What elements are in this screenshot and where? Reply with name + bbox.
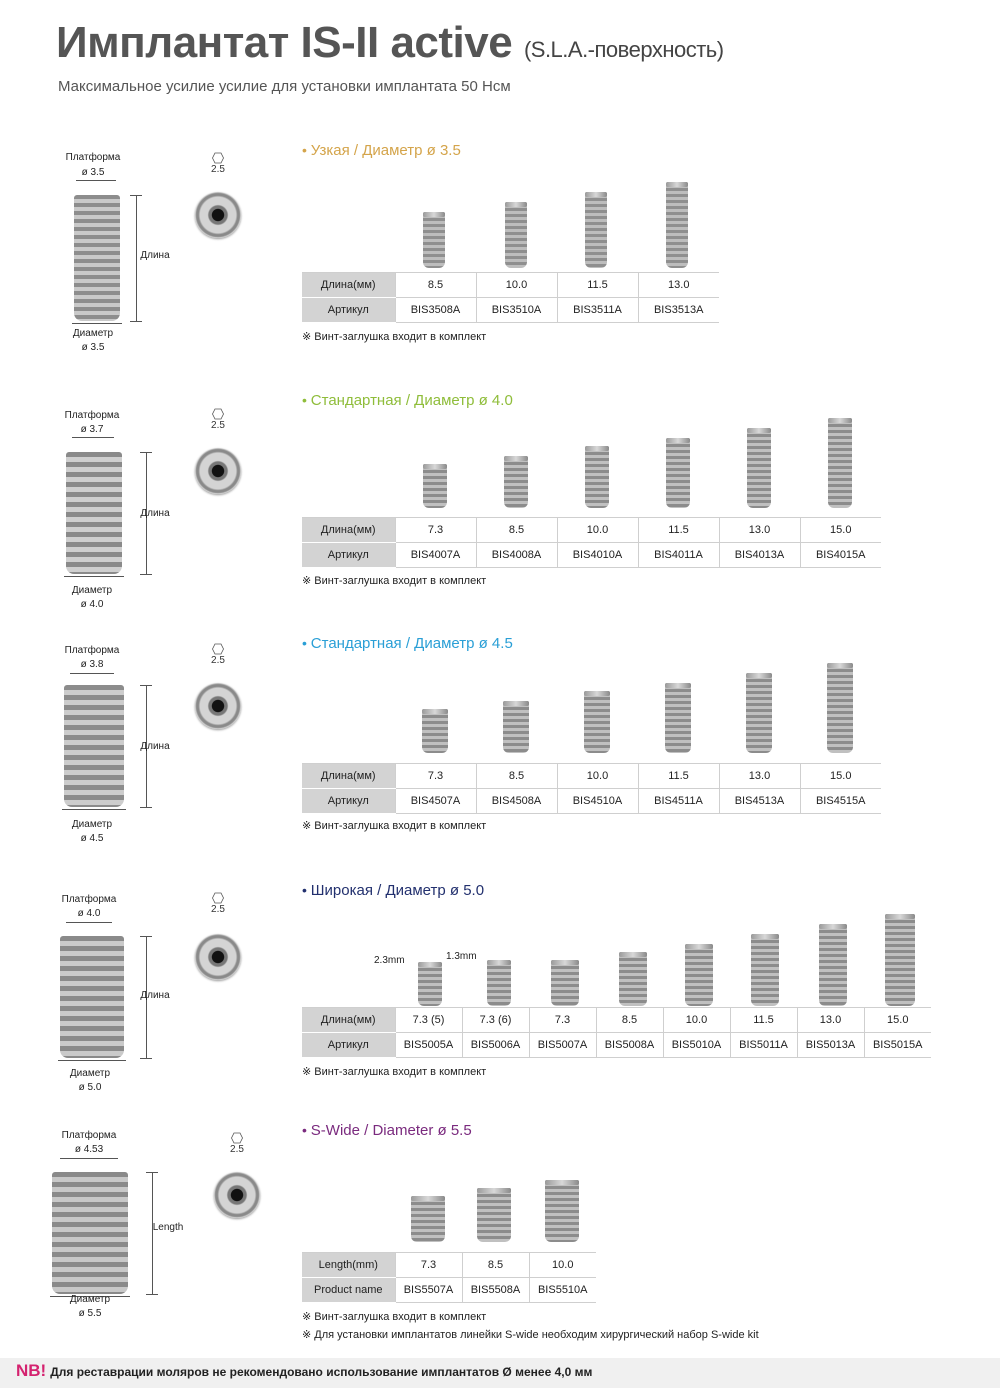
implant-row bbox=[395, 418, 885, 508]
section-title: • S-Wide / Diameter ø 5.5 bbox=[302, 1122, 472, 1139]
diameter-label: Диаметр bbox=[69, 1294, 111, 1305]
nb-mark: NB! bbox=[16, 1361, 47, 1380]
diameter-label: Диаметр bbox=[72, 328, 114, 339]
hex-size: 2.5 bbox=[203, 643, 233, 666]
section-title: • Стандартная / Диаметр ø 4.0 bbox=[302, 392, 513, 409]
note: ※ Для установки имплантатов линейки S-wide необходим хирургический набор S-wide kit bbox=[302, 1329, 759, 1341]
length-label: Length bbox=[152, 1222, 184, 1233]
table-row: Длина(мм) 8.5 10.0 11.5 13.0 bbox=[302, 273, 719, 298]
implant-image bbox=[751, 934, 779, 1006]
implant-image bbox=[666, 438, 690, 508]
implant-side-view bbox=[52, 1172, 128, 1294]
implant-image bbox=[423, 464, 447, 508]
hexagon-icon bbox=[212, 892, 224, 904]
spec-table bbox=[302, 1007, 931, 1058]
implant-top-view bbox=[195, 934, 241, 980]
spec-table bbox=[302, 517, 881, 568]
note: ※ Винт-заглушка входит в комплект bbox=[302, 575, 487, 587]
table-row: Длина(мм) 7.3 8.5 10.0 11.5 13.0 15.0 bbox=[302, 518, 881, 543]
note: ※ Винт-заглушка входит в комплект bbox=[302, 1311, 487, 1323]
implant-image bbox=[819, 924, 847, 1006]
implant-top-view bbox=[195, 192, 241, 238]
table-row: Длина(мм) 7.3 8.5 10.0 11.5 13.0 15.0 bbox=[302, 764, 881, 789]
length-label: Длина bbox=[140, 508, 170, 519]
implant-image bbox=[503, 701, 529, 753]
hex-size: 2.5 bbox=[203, 892, 233, 915]
implant-row bbox=[395, 178, 720, 268]
diameter-label: Диаметр bbox=[71, 585, 113, 596]
nb-text: Для реставрации моляров не рекомендовано использование имплантатов Ø менее 4,0 мм bbox=[50, 1365, 593, 1379]
implant-diagram bbox=[40, 882, 220, 1102]
diameter-value: ø 5.0 bbox=[78, 1082, 102, 1093]
length-label: Длина bbox=[140, 250, 170, 261]
section-title: • Стандартная / Диаметр ø 4.5 bbox=[302, 635, 513, 652]
diameter-value: ø 5.5 bbox=[78, 1308, 102, 1319]
table-row: Длина(мм) 7.3 (5) 7.3 (6) 7.3 8.5 10.0 11.5 13.0 15.0 bbox=[302, 1008, 931, 1033]
implant-side-view bbox=[74, 195, 120, 321]
platform-label: Платформа bbox=[64, 645, 120, 656]
table-row: Product name BIS5507A BIS5508A BIS5510A bbox=[302, 1278, 596, 1303]
spec-table bbox=[302, 763, 881, 814]
platform-label: Платформа bbox=[61, 894, 117, 905]
implant-image bbox=[746, 673, 772, 753]
implant-image bbox=[487, 960, 511, 1006]
note: ※ Винт-заглушка входит в комплект bbox=[302, 820, 487, 832]
platform-value: ø 3.7 bbox=[80, 424, 104, 435]
implant-image bbox=[585, 446, 609, 508]
platform-label: Платформа bbox=[65, 152, 121, 163]
implant-image bbox=[666, 182, 688, 268]
hexagon-icon bbox=[231, 1132, 243, 1144]
implant-diagram bbox=[40, 1122, 220, 1342]
implant-image bbox=[685, 944, 713, 1006]
table-row: Length(mm) 7.3 8.5 10.0 bbox=[302, 1253, 596, 1278]
implant-image bbox=[418, 962, 442, 1006]
implant-image bbox=[619, 952, 647, 1006]
implant-image bbox=[545, 1180, 579, 1242]
platform-value: ø 3.5 bbox=[81, 167, 105, 178]
implant-row bbox=[403, 910, 943, 1006]
nb-footer bbox=[0, 1358, 1000, 1388]
implant-image bbox=[411, 1196, 445, 1242]
platform-value: ø 4.0 bbox=[77, 908, 101, 919]
table-row: Артикул BIS4007A BIS4008A BIS4010A BIS4011A BIS4013A BIS4015A bbox=[302, 543, 881, 568]
hex-size: 2.5 bbox=[222, 1132, 252, 1155]
diameter-value: ø 4.0 bbox=[80, 599, 104, 610]
page-title: Имплантат IS-II active (S.L.A.-поверхность) bbox=[56, 18, 724, 67]
implant-image bbox=[504, 456, 528, 508]
table-row: Артикул BIS5005A BIS5006A BIS5007A BIS5008A BIS5010A BIS5011A BIS5013A BIS5015A bbox=[302, 1033, 931, 1058]
spec-table bbox=[302, 1252, 596, 1303]
implant-row bbox=[395, 663, 885, 753]
diameter-value: ø 3.5 bbox=[81, 342, 105, 353]
table-row: Артикул BIS3508A BIS3510A BIS3511A BIS3513A bbox=[302, 298, 719, 323]
implant-image bbox=[665, 683, 691, 753]
section-title: • Узкая / Диаметр ø 3.5 bbox=[302, 142, 461, 159]
implant-image bbox=[477, 1188, 511, 1242]
page-subtitle: Максимальное усилие усилие для установки имплантата 50 Нсм bbox=[58, 78, 511, 95]
implant-image bbox=[551, 960, 579, 1006]
platform-label: Платформа bbox=[64, 410, 120, 421]
hex-size: 2.5 bbox=[203, 152, 233, 175]
diameter-label: Диаметр bbox=[69, 1068, 111, 1079]
note: ※ Винт-заглушка входит в комплект bbox=[302, 331, 487, 343]
diameter-label: Диаметр bbox=[71, 819, 113, 830]
diameter-value: ø 4.5 bbox=[80, 833, 104, 844]
note: ※ Винт-заглушка входит в комплект bbox=[302, 1066, 487, 1078]
implant-image bbox=[585, 192, 607, 268]
dimension-label: 1.3mm bbox=[446, 951, 477, 962]
spec-table bbox=[302, 272, 719, 323]
implant-image bbox=[423, 212, 445, 268]
implant-diagram bbox=[40, 140, 220, 360]
implant-top-view bbox=[195, 683, 241, 729]
table-row: Артикул BIS4507A BIS4508A BIS4510A BIS4511A BIS4513A BIS4515A bbox=[302, 789, 881, 814]
implant-image bbox=[747, 428, 771, 508]
implant-top-view bbox=[214, 1172, 260, 1218]
hexagon-icon bbox=[212, 643, 224, 655]
dimension-label: 2.3mm bbox=[374, 955, 405, 966]
implant-image bbox=[828, 418, 852, 508]
implant-diagram bbox=[40, 635, 220, 855]
platform-value: ø 4.53 bbox=[74, 1144, 104, 1155]
implant-image bbox=[584, 691, 610, 753]
implant-image bbox=[422, 709, 448, 753]
hexagon-icon bbox=[212, 408, 224, 420]
implant-image bbox=[885, 914, 915, 1006]
length-label: Длина bbox=[140, 741, 170, 752]
platform-label: Платформа bbox=[61, 1130, 117, 1141]
length-label: Длина bbox=[140, 990, 170, 1001]
implant-side-view bbox=[66, 452, 122, 574]
hex-size: 2.5 bbox=[203, 408, 233, 431]
implant-top-view bbox=[195, 448, 241, 494]
section-title: • Широкая / Диаметр ø 5.0 bbox=[302, 882, 485, 899]
implant-diagram bbox=[40, 392, 220, 612]
platform-value: ø 3.8 bbox=[80, 659, 104, 670]
implant-image bbox=[505, 202, 527, 268]
implant-image bbox=[827, 663, 853, 753]
hexagon-icon bbox=[212, 152, 224, 164]
implant-row bbox=[395, 1162, 605, 1242]
